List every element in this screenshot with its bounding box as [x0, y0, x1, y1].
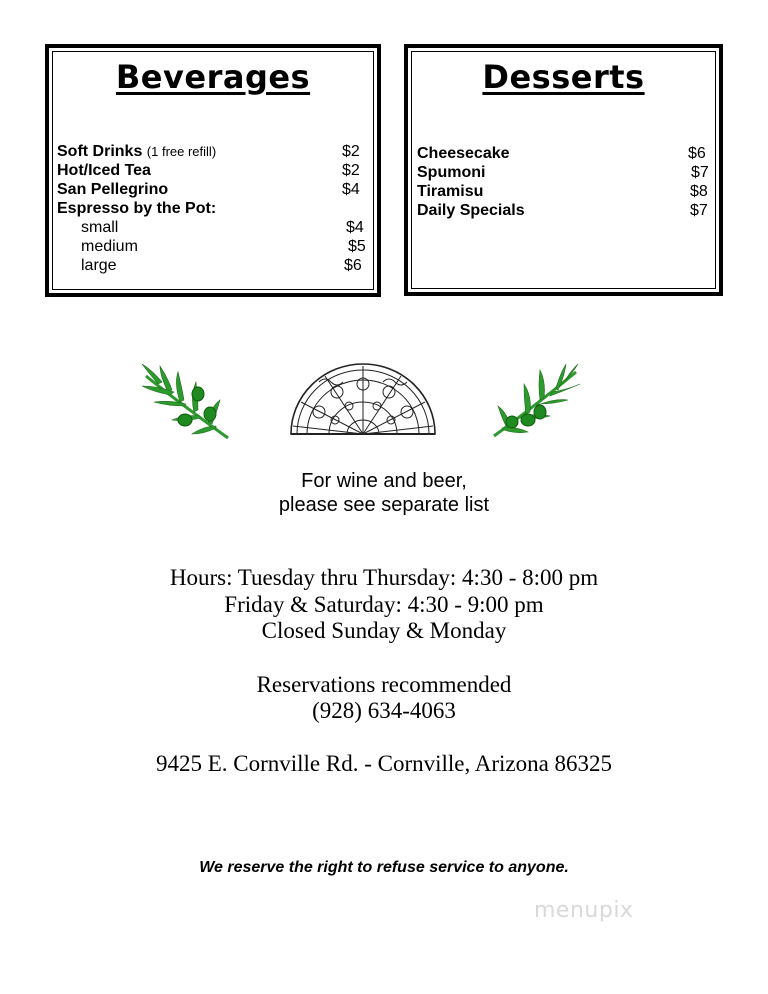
- dessert-item-cheesecake: [417, 144, 510, 163]
- item-name: Daily Specials: [417, 202, 525, 219]
- item-name: Soft Drinks: [57, 143, 143, 160]
- beverage-item-hot-iced-tea: [57, 161, 151, 180]
- beverage-item-soft-drinks: [57, 142, 216, 161]
- address: 9425 E. Cornville Rd. - Cornville, Arizona 86325: [155, 751, 613, 776]
- dessert-item-daily-specials: [417, 201, 525, 220]
- beverages-box: [45, 44, 381, 297]
- item-name: Cheesecake: [417, 145, 510, 162]
- item-price: $7: [691, 164, 709, 181]
- item-note: (1 free refill): [146, 144, 217, 159]
- ornate-fan-window-icon: [289, 362, 437, 437]
- item-price: $8: [690, 183, 708, 200]
- beverages-title: Beverages: [115, 58, 311, 96]
- refuse-service-notice: We reserve the right to refuse service to anyone.: [199, 859, 569, 876]
- item-price: $5: [348, 238, 366, 255]
- beverage-item-san-pellegrino: [57, 180, 168, 199]
- hours-line-3: Closed Sunday & Monday: [261, 618, 507, 643]
- beverage-item-espresso-medium: [81, 237, 138, 256]
- item-price: $4: [342, 181, 360, 198]
- item-name: small: [81, 219, 119, 236]
- item-name: Espresso by the Pot:: [57, 200, 217, 217]
- hours-line-2: Friday & Saturday: 4:30 - 9:00 pm: [224, 592, 544, 617]
- wine-note-line-1: For wine and beer,: [301, 470, 467, 492]
- beverage-item-espresso-large: [81, 256, 117, 275]
- desserts-title: Desserts: [482, 58, 645, 96]
- olive-branch-icon: [490, 362, 582, 438]
- item-price: $4: [346, 219, 364, 236]
- beverage-item-espresso: [57, 199, 216, 218]
- item-price: $6: [344, 257, 362, 274]
- item-name: Spumoni: [417, 164, 486, 181]
- item-name: San Pellegrino: [57, 181, 169, 198]
- beverage-item-espresso-small: [81, 218, 118, 237]
- item-price: $7: [690, 202, 708, 219]
- menupix-watermark: menupix: [534, 898, 634, 923]
- item-name: Hot/Iced Tea: [57, 162, 151, 179]
- item-price: $2: [342, 162, 360, 179]
- phone-number: (928) 634-4063: [312, 698, 456, 723]
- dessert-item-spumoni: [417, 163, 485, 182]
- item-name: Tiramisu: [417, 183, 484, 200]
- wine-note-line-2: please see separate list: [278, 494, 490, 516]
- dessert-item-tiramisu: [417, 182, 483, 201]
- item-name: medium: [81, 238, 138, 255]
- reservations-text: Reservations recommended: [256, 672, 512, 697]
- item-price: $2: [342, 143, 360, 160]
- item-name: large: [81, 257, 117, 274]
- item-price: $6: [688, 145, 706, 162]
- hours-line-1: Hours: Tuesday thru Thursday: 4:30 - 8:00 pm: [169, 565, 599, 590]
- olive-branch-icon: [138, 362, 233, 440]
- desserts-box: [404, 44, 723, 296]
